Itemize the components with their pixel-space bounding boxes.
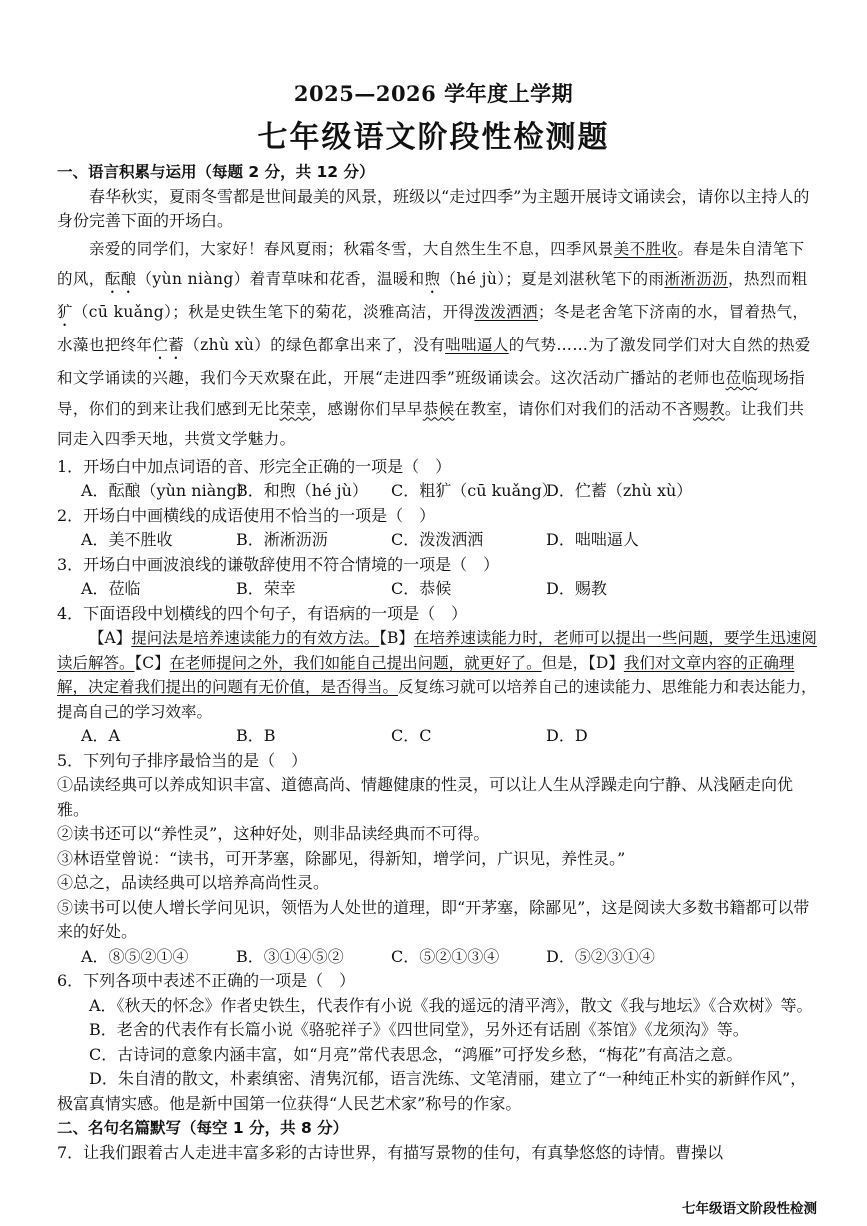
underlined-idiom: 咄咄逼人: [445, 336, 509, 354]
dotted-word: 煦: [424, 270, 441, 288]
option-b: B．淅淅沥沥: [236, 530, 328, 549]
passage-text: 亲爱的同学们，大家好！春风夏雨；秋霜冬雪，大自然生生不息，四季风景: [89, 239, 614, 258]
question-6: 6．下列各项中表述不正确的一项是（ ）: [57, 971, 356, 990]
dotted-word: 酝酿: [104, 270, 137, 288]
question-2: 2．开场白中画横线的成语使用不恰当的一项是（ ）: [57, 505, 436, 525]
passage-text: 但是，: [541, 653, 589, 672]
sentence-b: 在培养速读能力时，老师可以提出一些问题，要学生迅速阅读后解答。: [57, 629, 817, 672]
wavy-word: 荣幸: [279, 399, 312, 418]
sentence-5: ⑤读书可以使人增长学问见识，领悟为人处世的道理，即“开茅塞，除鄙见”，这是阅读大多数书籍都可以带来的好处。: [57, 897, 810, 941]
option-a: A．美不胜收: [81, 530, 173, 549]
passage-text: 。春是朱自清笔下的风，: [57, 239, 805, 288]
sentence-tag: 【C】: [134, 653, 170, 672]
option-d: D．D: [546, 726, 588, 745]
wavy-word: 莅临: [725, 369, 758, 387]
passage-text: 的气势……为了激发同学们对大自然的热爱和文学诵读的兴趣，我们今天欢聚在此，开展“走进四季”班级诵读会。这次活动广播站的老师也: [57, 336, 811, 387]
question-7: 7．让我们跟着古人走进丰富多彩的古诗世界，有描写景物的佳句，有真挚悠悠的诗情。曹操以: [57, 1142, 724, 1162]
dotted-word: 犷: [57, 303, 73, 321]
sentence-d: 我们对文章内容的正确理解，决定着我们提出的问题有无价值，是否得当。: [57, 653, 795, 696]
question-4: 4．下面语段中划横线的四个句子，有语病的一项是（ ）: [57, 603, 468, 623]
option-a: A．《秋天的怀念》作者史铁生，代表作有小说《我的遥远的清平湾》，散文《我与地坛》《合欢树》等。: [89, 995, 813, 1015]
option-d: D．朱自清的散文，朴素缜密、清隽沉郁，语言洗练、文笔清丽，建立了“一种纯正朴实的新鲜作风”，极富真情实感。他是新中国第一位获得“人民艺术家”称号的作家。: [57, 1069, 807, 1113]
option-a: A．酝酿（yùn niàng）: [81, 481, 253, 500]
option-c: C．恭候: [391, 579, 452, 598]
option-a: A．⑧⑤②①④: [81, 946, 189, 966]
page-footer: 七年级语文阶段性检测: [682, 1201, 817, 1217]
passage-text: ，热烈而粗: [728, 270, 808, 288]
option-d: D．赐教: [546, 579, 607, 598]
question-1-options: [57, 479, 817, 504]
underlined-idiom: 淅淅沥沥: [664, 270, 729, 288]
section-heading: 一、语言积累与运用（每题 2 分，共 12 分）: [57, 163, 375, 181]
question-3-options: [57, 577, 817, 602]
passage-text: 现场指导，你们的到来让我们感到无比: [57, 369, 806, 418]
passage-text: （yùn niàng）着青草味和花香，温暖和: [136, 270, 425, 288]
option-b: B．荣幸: [236, 579, 296, 598]
question-4-passage: [57, 626, 817, 724]
year-line: 2025—2026 学年度上学期: [293, 81, 574, 106]
option-a: A．莅临: [81, 579, 141, 598]
option-b: B．B: [236, 726, 276, 745]
option-c: C．泼泼洒洒: [391, 530, 484, 549]
sentence-4: ④总之，品读经典可以培养高尚性灵。: [57, 873, 330, 892]
sentence-tag: 【D】: [588, 653, 624, 672]
option-c: C．粗犷（cū kuǎng）: [391, 481, 558, 500]
question-2-options: [57, 528, 817, 553]
question-1: 1．开场白中加点词语的音、形完全正确的一项是（ ）: [57, 456, 452, 476]
passage-text: ，感谢你们早早: [311, 399, 423, 418]
option-b: B．和煦（hé jù）: [236, 481, 368, 500]
passage-text: 反复练习就可以培养自己的速读能力、思维能力和表达能力，提高自己的学习效率。: [57, 678, 817, 721]
passage-text: （zhù xù）的绿色都拿出来了，没有: [184, 336, 446, 354]
sentence-1: ①品读经典可以养成知识丰富、道德高尚、情趣健康的性灵，可以让人生从浮躁走向宁静、从浅陋走向优雅。: [57, 775, 794, 819]
passage-text: 。让我们共同走入四季天地，共赏文学魅力。: [57, 399, 805, 448]
opening-passage: [57, 234, 817, 455]
wavy-word: 恭候: [422, 399, 455, 418]
question-3: 3．开场白中画波浪线的谦敬辞使用不符合情境的一项是（ ）: [57, 554, 500, 574]
passage-text: ；冬是老舍笔下济南的水，冒着热气，水藻也把终年: [57, 303, 809, 354]
option-d: D．伫蓄（zhù xù）: [546, 481, 693, 500]
dotted-word: 伫蓄: [152, 336, 185, 354]
option-c: C．古诗词的意象内涵丰富，如“月亮”常代表思念，“鸿雁”可抒发乡愁，“梅花”有高洁之意。: [89, 1044, 743, 1064]
question-4-options: [57, 724, 817, 749]
option-c: C．C: [391, 726, 432, 745]
sentence-3: ③林语堂曾说：“读书，可开茅塞，除鄙见，得新知，增学问，广识见，养性灵。”: [57, 848, 626, 868]
passage-text: （cū kuǎng）；秋是史铁生笔下的菊花，淡雅高洁，开得: [72, 303, 475, 321]
sentence-c: 在老师提问之外，我们如能自己提出问题，就更好了。: [169, 653, 542, 672]
question-5-options: [57, 945, 817, 970]
sentence-tag: 【B】: [379, 629, 414, 647]
exam-content: [57, 160, 817, 1165]
option-a: A．A: [81, 726, 121, 745]
underlined-idiom: 美不胜收: [613, 239, 678, 258]
question-5: 5．下列句子排序最恰当的是（ ）: [57, 750, 308, 770]
section-heading: 二、名句名篇默写（每空 1 分，共 8 分）: [57, 1119, 349, 1137]
section-intro: 春华秋实，夏雨冬雪都是世间最美的风景，班级以“走过四季”为主题开展诗文诵读会，请你以主持人的身份完善下面的开场白。: [57, 186, 810, 230]
sentence-a: 提问法是培养速读能力的有效方法。: [131, 629, 380, 647]
underlined-idiom: 泼泼洒洒: [474, 303, 538, 321]
passage-text: 在教室，请你们对我们的活动不吝: [454, 399, 694, 418]
sentence-2: ②读书还可以“养性灵”，这种好处，则非品读经典而不可得。: [57, 824, 490, 843]
wavy-word: 赐教: [693, 399, 725, 418]
sentence-tag: 【A】: [89, 629, 132, 647]
option-d: D．⑤②③①④: [546, 946, 655, 966]
option-d: D．咄咄逼人: [546, 530, 639, 549]
option-b: B．③①④⑤②: [236, 946, 344, 966]
passage-text: （hé jù）；夏是刘湛秋笔下的雨: [440, 270, 665, 288]
option-c: C．⑤②①③④: [391, 946, 500, 966]
option-b: B．老舍的代表作有长篇小说《骆驼祥子》《四世同堂》，另外还有话剧《茶馆》《龙须沟》等。: [89, 1020, 749, 1039]
exam-title: 七年级语文阶段性检测题: [257, 120, 610, 155]
